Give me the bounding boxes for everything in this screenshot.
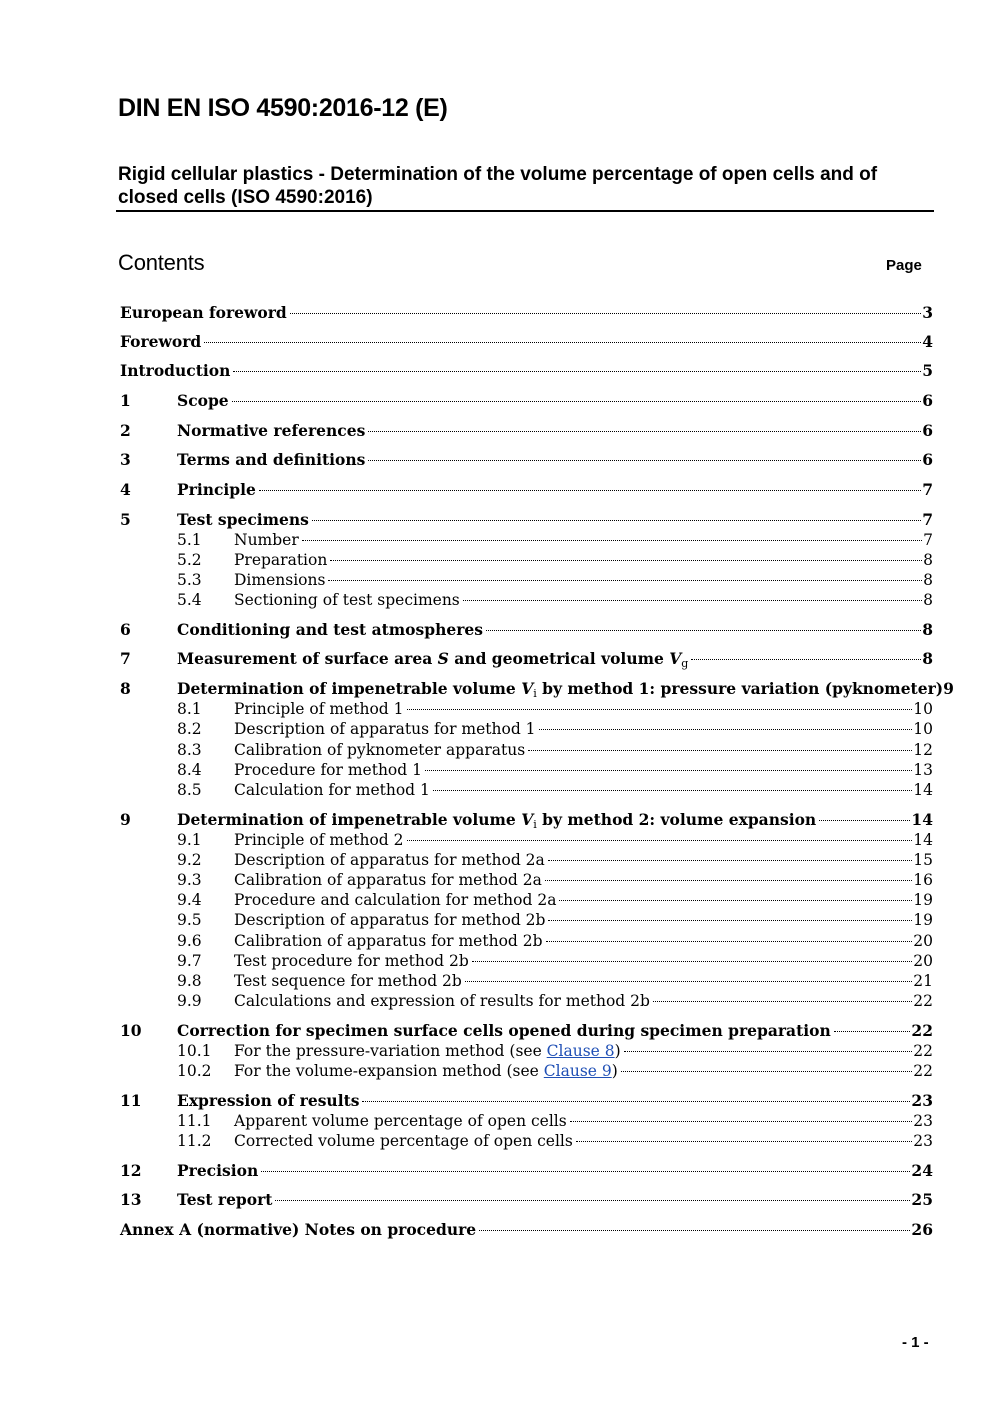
toc-entry[interactable]	[120, 479, 933, 501]
toc-leader	[819, 820, 910, 821]
toc-leader	[362, 1101, 910, 1102]
toc-entry-number: 9.4	[177, 891, 202, 909]
toc-entry-page: 22	[911, 1021, 933, 1040]
document-title: Rigid cellular plastics - Determination of the volume percentage of open cells and of closed cells (ISO 4590:2016)	[118, 164, 878, 208]
toc-leader	[570, 1121, 913, 1122]
toc-entry-title: Description of apparatus for method 1	[234, 720, 536, 738]
toc-entry-title: Determination of impenetrable volume $V_i$ by method 1: pressure variation (pyknometer)	[177, 679, 944, 700]
toc-leader	[546, 941, 913, 942]
toc-entry-page: 7	[923, 531, 933, 549]
toc-subentry[interactable]	[120, 549, 933, 571]
toc-entry-title: Procedure and calculation for method 2a	[234, 891, 557, 909]
toc-entry-title: Test procedure for method 2b	[234, 952, 469, 970]
toc-entry-title: Calculations and expression of results for method 2b	[234, 992, 650, 1010]
toc-leader	[232, 401, 922, 402]
toc-leader	[621, 1071, 912, 1072]
toc-entry[interactable]	[120, 1189, 933, 1211]
toc-leader	[204, 342, 921, 343]
toc-leader	[368, 431, 921, 432]
toc-entry-page: 15	[913, 851, 933, 869]
toc-leader	[545, 880, 912, 881]
toc-entry-title: Calibration of pyknometer apparatus	[234, 741, 526, 759]
toc-entry-number: 1	[120, 391, 131, 410]
toc-entry-title: Test specimens	[177, 510, 309, 529]
toc-leader	[328, 580, 922, 581]
toc-leader	[486, 630, 921, 631]
toc-entry-page: 8	[922, 649, 933, 668]
toc-entry-title: For the volume-expansion method (see Clause 9)	[234, 1062, 618, 1080]
toc-leader	[275, 1200, 910, 1201]
toc-entry-title: Determination of impenetrable volume $V_i$ by method 2: volume expansion	[177, 810, 817, 831]
toc-entry[interactable]	[120, 302, 933, 324]
toc-entry-page: 14	[913, 781, 933, 799]
toc-entry[interactable]	[120, 648, 933, 670]
toc-leader	[290, 313, 921, 314]
toc-entry-page: 23	[913, 1132, 933, 1150]
toc-entry-page: 19	[913, 891, 933, 909]
toc-entry-number: 9.1	[177, 831, 202, 849]
toc-leader	[465, 981, 912, 982]
toc-entry[interactable]	[120, 1020, 933, 1042]
toc-leader	[624, 1051, 913, 1052]
toc-leader	[559, 900, 912, 901]
toc-entry-title: Description of apparatus for method 2b	[234, 911, 546, 929]
toc-entry-page: 8	[922, 620, 933, 639]
toc-subentry[interactable]	[120, 1130, 933, 1152]
toc-entry-number: 11	[120, 1091, 142, 1110]
toc-subentry[interactable]	[120, 759, 933, 781]
toc-entry-number: 3	[120, 450, 131, 469]
toc-entry-number: 8.3	[177, 741, 202, 759]
toc-leader	[407, 709, 913, 710]
toc-entry-page: 6	[922, 391, 933, 410]
toc-entry-title: Calibration of apparatus for method 2a	[234, 871, 542, 889]
toc-entry[interactable]	[120, 331, 933, 353]
document-id: DIN EN ISO 4590:2016-12 (E)	[118, 94, 448, 122]
toc-entry-title: Scope	[177, 391, 229, 410]
toc-entry[interactable]	[120, 360, 933, 382]
toc-leader	[463, 600, 922, 601]
toc-leader	[539, 729, 913, 730]
toc-entry-title: Procedure for method 1	[234, 761, 422, 779]
toc-entry-number: 5.3	[177, 571, 202, 589]
toc-entry-number: 8.4	[177, 761, 202, 779]
clause-9-link[interactable]: Clause 9	[543, 1062, 612, 1080]
toc-subentry[interactable]	[120, 779, 933, 801]
toc-entry-page: 8	[923, 571, 933, 589]
toc-leader	[425, 770, 912, 771]
toc-entry-title: Foreword	[120, 332, 202, 351]
toc-entry-page: 16	[913, 871, 933, 889]
toc-entry-page: 6	[922, 421, 933, 440]
toc-leader	[576, 1141, 912, 1142]
toc-entry-title: Principle	[177, 480, 256, 499]
toc-entry-title: Number	[234, 531, 299, 549]
subscript-i: i	[533, 818, 537, 831]
toc-entry-page: 23	[911, 1091, 933, 1110]
toc-entry[interactable]	[120, 1090, 933, 1112]
toc-leader	[259, 490, 921, 491]
toc-entry-page: 12	[913, 741, 933, 759]
toc-entry-number: 9.3	[177, 871, 202, 889]
toc-leader	[548, 920, 912, 921]
toc-entry-page: 22	[913, 1042, 933, 1060]
toc-entry-title: Normative references	[177, 421, 366, 440]
toc-leader	[407, 840, 913, 841]
toc-entry-title: Terms and definitions	[177, 450, 366, 469]
toc-entry-page: 24	[911, 1161, 933, 1180]
toc-entry-page: 22	[913, 992, 933, 1010]
toc-entry-title: Corrected volume percentage of open cells	[234, 1132, 573, 1150]
page-number: - 1 -	[902, 1334, 929, 1351]
toc-entry-title: For the pressure-variation method (see Clause 8)	[234, 1042, 621, 1060]
toc-entry-page: 23	[913, 1112, 933, 1130]
toc-entry-number: 10	[120, 1021, 142, 1040]
toc-entry-number: 9.9	[177, 992, 202, 1010]
toc-entry[interactable]	[120, 420, 933, 442]
toc-entry-title: Calibration of apparatus for method 2b	[234, 932, 543, 950]
toc-entry-number: 6	[120, 620, 131, 639]
toc-entry-page: 5	[922, 361, 933, 380]
toc-leader	[330, 560, 922, 561]
toc-subentry[interactable]	[120, 950, 933, 972]
symbol-s: S	[437, 649, 449, 668]
toc-entry-title: Principle of method 2	[234, 831, 404, 849]
toc-leader	[653, 1001, 912, 1002]
toc-entry-page: 7	[922, 510, 933, 529]
toc-entry-page: 26	[911, 1220, 933, 1239]
toc-entry-number: 8.1	[177, 700, 202, 718]
toc-entry-number: 8	[120, 679, 131, 698]
toc-entry[interactable]	[120, 1160, 933, 1182]
toc-entry-number: 8.2	[177, 720, 202, 738]
title-rule	[116, 210, 934, 212]
symbol-v: V	[669, 649, 682, 668]
toc-leader	[834, 1031, 911, 1032]
toc-entry-page: 21	[913, 972, 933, 990]
toc-subentry[interactable]	[120, 739, 933, 761]
toc-entry-title: Expression of results	[177, 1091, 360, 1110]
toc-entry-number: 9.2	[177, 851, 202, 869]
toc-entry-number: 9.6	[177, 932, 202, 950]
toc-subentry[interactable]	[120, 529, 933, 551]
toc-entry[interactable]	[120, 1219, 933, 1241]
toc-entry-number: 7	[120, 649, 131, 668]
contents-heading: Contents	[118, 250, 205, 275]
toc-subentry[interactable]	[120, 990, 933, 1012]
toc-entry-page: 3	[922, 303, 933, 322]
toc-entry-title: Introduction	[120, 361, 231, 380]
toc-leader	[548, 860, 912, 861]
toc-entry-title: Annex A (normative) Notes on procedure	[120, 1220, 477, 1239]
toc-leader	[479, 1230, 910, 1231]
toc-entry-page: 14	[913, 831, 933, 849]
toc-entry-page: 13	[913, 761, 933, 779]
toc-entry-number: 10.2	[177, 1062, 212, 1080]
subscript-i: i	[533, 687, 537, 700]
toc-subentry[interactable]	[120, 569, 933, 591]
toc-leader	[368, 460, 921, 461]
toc-entry-title: Calculation for method 1	[234, 781, 430, 799]
toc-entry-number: 8.5	[177, 781, 202, 799]
toc-subentry[interactable]	[120, 718, 933, 740]
toc-subentry[interactable]	[120, 849, 933, 871]
toc-entry-number: 12	[120, 1161, 142, 1180]
toc-entry-title: Sectioning of test specimens	[234, 591, 460, 609]
toc-entry-title: Preparation	[234, 551, 328, 569]
toc-subentry[interactable]	[120, 970, 933, 992]
toc-entry-title: Apparent volume percentage of open cells	[234, 1112, 567, 1130]
toc-subentry[interactable]	[120, 869, 933, 891]
toc-leader	[472, 961, 912, 962]
toc-leader	[691, 659, 921, 660]
subscript-g: g	[681, 657, 689, 670]
toc-entry-number: 5.2	[177, 551, 202, 569]
toc-entry-number: 10.1	[177, 1042, 212, 1060]
toc-entry-page: 8	[923, 551, 933, 569]
toc-entry-number: 11.1	[177, 1112, 212, 1130]
toc-subentry[interactable]	[120, 909, 933, 931]
toc-entry-number: 2	[120, 421, 131, 440]
toc-subentry[interactable]	[120, 889, 933, 911]
symbol-v: V	[521, 679, 534, 698]
toc-entry-number: 9.8	[177, 972, 202, 990]
toc-subentry[interactable]	[120, 930, 933, 952]
symbol-v: V	[521, 810, 534, 829]
toc-leader	[261, 1171, 910, 1172]
toc-entry-title: Dimensions	[234, 571, 326, 589]
toc-entry-title: Correction for specimen surface cells opened during specimen preparation	[177, 1021, 831, 1040]
toc-entry[interactable]	[120, 449, 933, 471]
toc-entry-page: 6	[922, 450, 933, 469]
toc-subentry[interactable]	[120, 1040, 933, 1062]
toc-entry-page: 20	[913, 932, 933, 950]
toc-entry-number: 5.1	[177, 531, 202, 549]
toc-entry-page: 22	[913, 1062, 933, 1080]
toc-leader	[233, 371, 921, 372]
toc-subentry[interactable]	[120, 1060, 933, 1082]
toc-entry-page: 10	[913, 720, 933, 738]
toc-entry-number: 5	[120, 510, 131, 529]
toc-entry-number: 13	[120, 1190, 142, 1209]
toc-entry-number: 5.4	[177, 591, 202, 609]
toc-subentry[interactable]	[120, 698, 933, 720]
toc-entry-title: Conditioning and test atmospheres	[177, 620, 483, 639]
toc-entry[interactable]	[120, 809, 933, 831]
toc-entry-page: 14	[911, 810, 933, 829]
page-column-heading: Page	[886, 257, 922, 274]
toc-entry-title: European foreword	[120, 303, 287, 322]
toc-entry-title: Principle of method 1	[234, 700, 404, 718]
toc-entry-title: Test sequence for method 2b	[234, 972, 462, 990]
toc-entry[interactable]	[120, 619, 933, 641]
toc-entry-page: 8	[923, 591, 933, 609]
toc-entry-title: Measurement of surface area S and geometrical volume $V_g$	[177, 649, 689, 670]
toc-entry-page: 20	[913, 952, 933, 970]
toc-entry-page: 19	[913, 911, 933, 929]
toc-entry-title: Test report	[177, 1190, 273, 1209]
toc-entry[interactable]	[120, 678, 954, 700]
toc-entry-title: Precision	[177, 1161, 259, 1180]
toc-leader	[528, 750, 912, 751]
toc-entry-page: 9	[943, 679, 954, 698]
toc-subentry[interactable]	[120, 589, 933, 611]
clause-8-link[interactable]: Clause 8	[546, 1042, 615, 1060]
toc-subentry[interactable]	[120, 829, 933, 851]
toc-entry-page: 7	[922, 480, 933, 499]
toc-entry-number: 9.7	[177, 952, 202, 970]
toc-entry-number: 9.5	[177, 911, 202, 929]
toc-subentry[interactable]	[120, 1110, 933, 1132]
toc-leader	[302, 540, 922, 541]
toc-entry-number: 4	[120, 480, 131, 499]
toc-leader	[312, 520, 921, 521]
toc-entry-page: 10	[913, 700, 933, 718]
toc-entry-number: 11.2	[177, 1132, 212, 1150]
toc-entry[interactable]	[120, 509, 933, 531]
toc-entry[interactable]	[120, 390, 933, 412]
toc-entry-title: Description of apparatus for method 2a	[234, 851, 545, 869]
toc-entry-page: 25	[911, 1190, 933, 1209]
toc-entry-page: 4	[922, 332, 933, 351]
toc-entry-number: 9	[120, 810, 131, 829]
toc-leader	[433, 790, 912, 791]
